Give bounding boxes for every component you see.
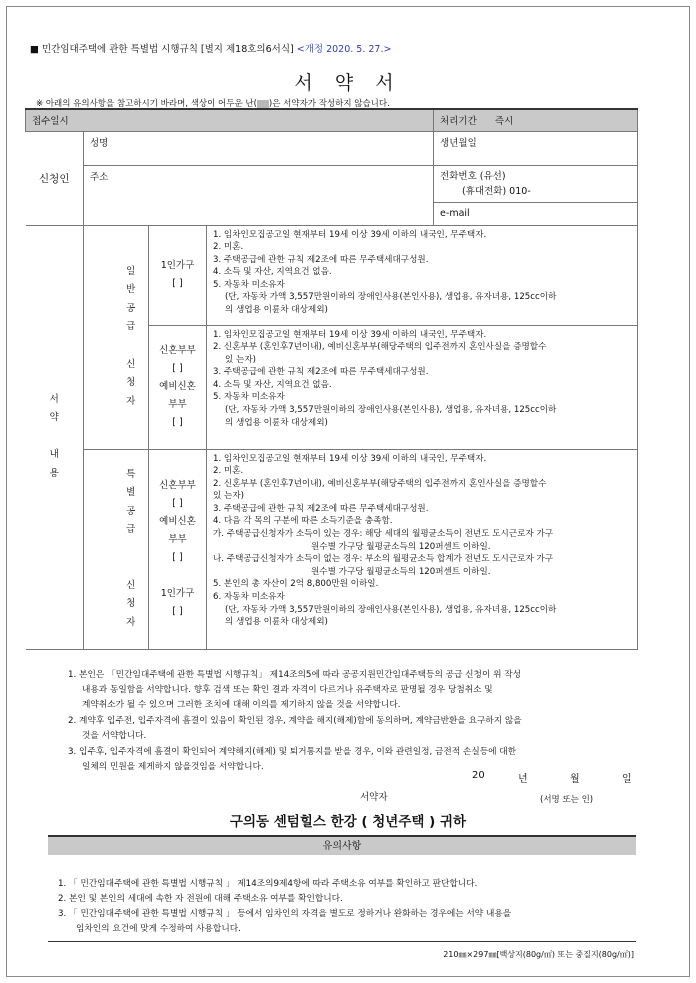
paper-spec: 210㎜×297㎜[백상지(80g/㎡) 또는 중질지(80g/㎡)] bbox=[443, 950, 634, 959]
single-checkbox[interactable]: [ ] bbox=[172, 278, 183, 289]
general-supply-label: 일 반 공 급 신 청 자 bbox=[114, 225, 149, 449]
processing-period: 처리기간 즉시 bbox=[434, 109, 638, 131]
applicant-label: 신청인 bbox=[26, 131, 84, 225]
pledge-3: 3. 입주후, 입주자격에 흠결이 확인되어 계약해지(해제) 및 퇴거통지를 받을 경우, 이와 관련일정, 금전적 손실등에 대한 일체의 민원을 제게하지 않을것임을 서약합니다. bbox=[68, 747, 517, 772]
form-header bbox=[30, 41, 391, 55]
email-field[interactable]: e-mail bbox=[434, 202, 638, 225]
prenewlywed-checkbox[interactable]: [ ] bbox=[172, 417, 183, 429]
pledge-form-table bbox=[25, 108, 638, 650]
pledge-2: 2. 계약후 입주전, 입주자격에 흠결이 있음이 확인된 경우, 계약을 해지(해제)함에 동의하며, 계약금반환을 요구하지 않을 것을 서약합니다. bbox=[68, 716, 522, 741]
pledge-statements bbox=[68, 668, 636, 776]
addressee: 구의동 센텀힐스 한강 ( 청년주택 ) 귀하 bbox=[229, 814, 467, 830]
pledge-content-label: 서 약 내 용 bbox=[26, 225, 84, 649]
caution-header: 유의사항 bbox=[48, 835, 636, 855]
month-label: 월 bbox=[570, 774, 580, 785]
single-household-option[interactable]: 1인가구 [ ] bbox=[149, 225, 207, 325]
date-year[interactable]: 20 bbox=[472, 770, 485, 781]
signer-label: 서약자 bbox=[360, 792, 388, 803]
general-couple-conditions: 1. 임차인모집공고일 현재부터 19세 이상 39세 이하의 내국인, 무주택자. 2. 신혼부부 (혼인후7년이내), 예비신혼부부(해당주택의 입주전까지 혼인사실을 증명할수 있 는자) 3. 주택공급에 관한 규칙 제2조에 따른 무주택세대구성원. 4. 소득 및 자산, 지역요건 없음. 5. 자동차 미소유자 (단, 자동차 가액 3,557만원이하의 장애인사용(본인사용), 생업용, 유자녀용, 125cc이하 의 생업용 이륜차 대상제외) bbox=[207, 325, 638, 449]
name-field[interactable]: 성명 bbox=[84, 131, 434, 165]
document-title: 서 약 서 bbox=[294, 72, 402, 94]
pledge-1: 1. 본인은 「민간임대주택에 관한 특별법 시행규칙」 제14조의5에 따라 공공지원민간임대주택등의 공급 신청이 위 작성 내용과 동일함을 서약합니다. 향후 검색 또는 확인 결과 자격이 다르거나 유주택자로 판명될 경우 당첨취소 및 계약취소가 될 수 있으며 그러한 조치에 대해 이의를 제기하지 않을 것을 서약합니다. bbox=[68, 670, 522, 710]
phone-field[interactable]: 전화번호 (유선) (휴대전화) 010- bbox=[434, 165, 638, 202]
footer-divider bbox=[48, 941, 636, 942]
caution-item: 3. 「 민간임대주택에 관한 특별법 시행규칙 」 등에서 임차인의 자격을 별도로 정하거나 완화하는 경우에는 서약 내용을 bbox=[58, 909, 512, 919]
form-name: ■ 민간임대주택에 관한 특별법 시행규칙 [별지 제18호의6서식] bbox=[30, 44, 294, 55]
year-label: 년 bbox=[518, 774, 528, 785]
signature-field[interactable]: (서명 또는 인) bbox=[540, 795, 594, 805]
day-label: 일 bbox=[622, 774, 632, 785]
general-single-conditions: 1. 임차인모집공고일 현재부터 19세 이상 39세 이하의 내국인, 무주택자. 2. 미혼. 3. 주택공급에 관한 규칙 제2조에 따른 무주택세대구성원. 4. 소득 및 자산, 지역요건 없음. 5. 자동차 미소유자 (단, 자동차 가액 3,557만원이하의 장애인사용(본인사용), 생업용, 유자녀용, 125cc이하 의 생업용 이륜차 대상제외) bbox=[207, 225, 638, 325]
newlywed-checkbox[interactable]: [ ] bbox=[172, 362, 183, 374]
special-supply-label: 특 별 공 급 신 청 자 bbox=[114, 449, 149, 649]
caution-item-cont: 임차인의 요건에 맞게 수정하여 사용합니다. bbox=[76, 924, 241, 934]
address-field[interactable]: 주소 bbox=[84, 165, 434, 225]
shaded-field-sample bbox=[257, 100, 269, 108]
birthdate-field[interactable]: 생년월일 bbox=[434, 131, 638, 165]
special-type-options[interactable]: 신혼부부 [ ] 예비신혼 부부 [ ] 1인가구 [ ] bbox=[149, 449, 207, 649]
caution-item: 2. 본인 및 본인의 세대에 속한 자 전원에 대해 주택소유 여부를 확인합니다. bbox=[58, 894, 343, 904]
revision-date: <개정 2020. 5. 27.> bbox=[296, 44, 392, 55]
special-newlywed-checkbox[interactable]: [ ] bbox=[172, 497, 183, 509]
special-conditions: 1. 임차인모집공고일 현재부터 19세 이상 39세 이하의 내국인, 무주택자. 2. 미혼. 2. 신혼부부 (혼인후7년이내), 예비신혼부부(해당주택의 입주전까지 혼인사실을 증명할수 있 는자) 3. 주택공급에 관한 규칙 제2조에 따른 무주택세대구성원. 4. 다음 각 목의 구분에 따른 소득기준을 충족함. 가. 주택공급신청자가 소득이 있는 경우: 해당 세대의 월평균소득이 전년도 도시근로자 가구 원수별 가구당 월평균소득의 120퍼센트 이하일. 나. 주택공급신청자가 소득이 없는 경우: 부소의 월평균소득 합계가 전년도 도시근로자 가구 원수별 가구당 월평균소득의 120퍼센트 이하일. 5. 본인의 총 자산이 2억 8,800만원 이하일. 6. 자동차 미소유자 (단, 자동차 가액 3,557만원이하의 장애인사용(본인사용), 생업용, 유자녀용, 125cc이하 의 생업용 이륜차 대상제외) bbox=[207, 449, 638, 649]
special-single-checkbox[interactable]: [ ] bbox=[172, 606, 183, 618]
caution-item: 1. 「 민간임대주택에 관한 특별법 시행규칙 」 제14조의9제4항에 따라 주택소유 여부를 확인하고 판단합니다. bbox=[58, 879, 478, 889]
receipt-date-label: 접수일시 bbox=[26, 109, 434, 131]
caution-list bbox=[48, 877, 636, 937]
newlywed-option[interactable]: 신혼부부 [ ] 예비신혼 부부 [ ] bbox=[149, 325, 207, 449]
special-prenewlywed-checkbox[interactable]: [ ] bbox=[172, 552, 183, 563]
instruction-note: ※ 아래의 유의사항을 참고하시기 바라며, 색상이 어두운 난( )은 서약자가 작성하지 않습니다. bbox=[36, 99, 390, 109]
receipt-row bbox=[26, 109, 638, 131]
